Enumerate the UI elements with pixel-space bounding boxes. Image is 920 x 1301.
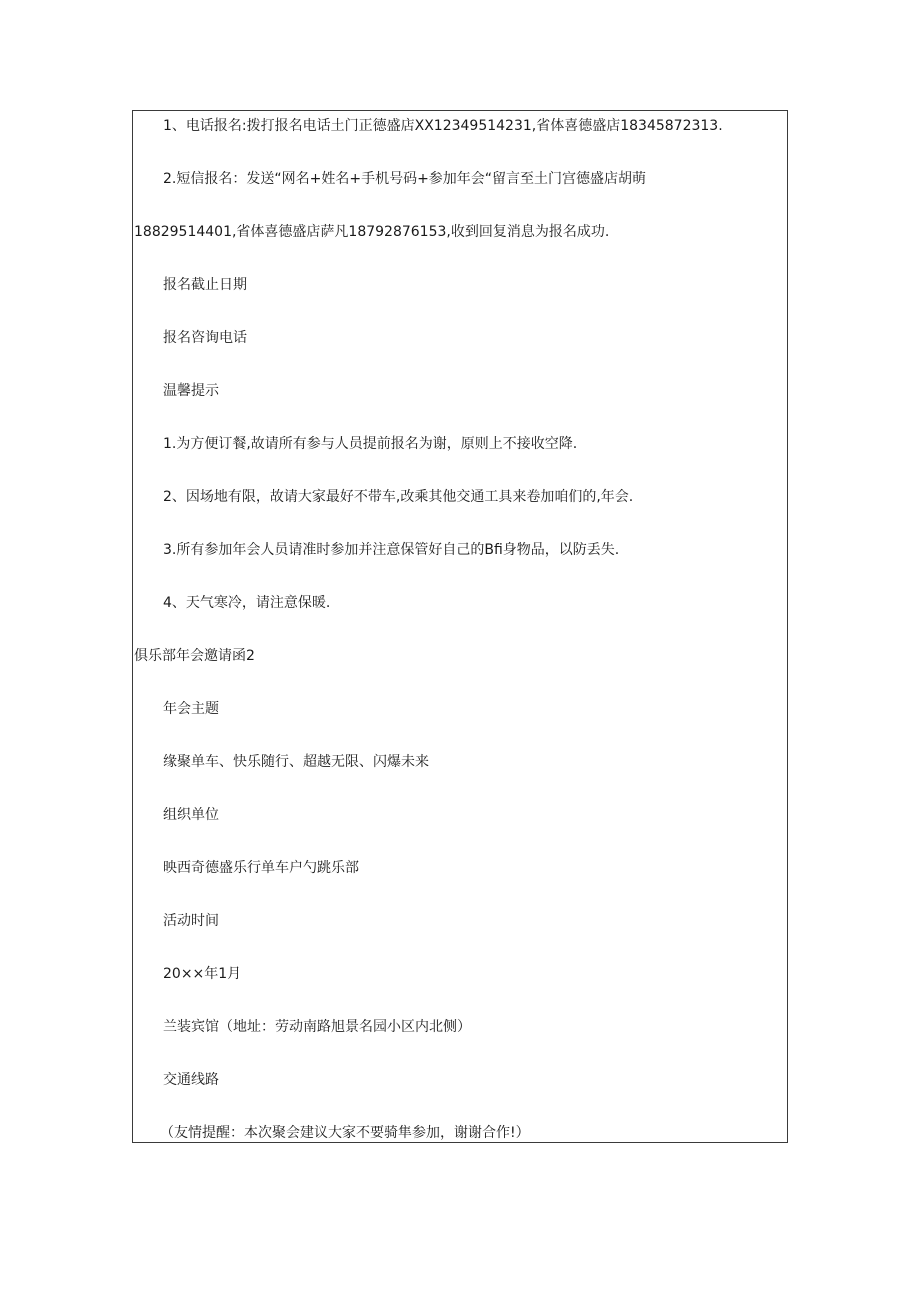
text-line-time: 20××年1月 xyxy=(163,966,242,982)
text-line-venue: 兰装宾馆（地址：劳动南路旭景名园小区内北侧） xyxy=(163,1019,471,1035)
text-line-sms-signup: 2.短信报名：发送“网名+姓名+手机号码+参加年会“留言至土门宫德盛店胡萌 xyxy=(163,171,647,187)
text-line-sms-signup-cont: 18829514401,省体喜德盛店萨凡18792876153,收到回复消息为报名成功. xyxy=(134,224,610,240)
text-line-tip-1: 1.为方便订餐,故请所有参与人员提前报名为谢，原则上不接收空降. xyxy=(163,436,578,452)
text-line-theme-heading: 年会主题 xyxy=(163,701,219,717)
text-line-tip-3: 3.所有参加年会人员请准时参加并注意保管好自己的Bfi身物品，以防丢失. xyxy=(163,542,620,558)
text-line-tips-heading: 温馨提示 xyxy=(163,383,219,399)
text-line-theme: 缘聚单车、快乐随行、超越无限、闪爆未来 xyxy=(163,754,429,770)
text-line-route-heading: 交通线路 xyxy=(163,1072,219,1088)
text-line-reminder: （友情提醒：本次聚会建议大家不要骑隼参加，谢谢合作!） xyxy=(160,1125,530,1141)
text-line-organizer: 映西奇德盛乐行单车户勺跳乐部 xyxy=(163,860,359,876)
text-line-time-heading: 活动时间 xyxy=(163,913,219,929)
text-line-phone-signup: 1、电话报名:拨打报名电话土门正德盛店XX12349514231,省体喜德盛店18345872313. xyxy=(163,118,723,134)
text-line-tip-4: 4、天气寒冷，请注意保暖. xyxy=(163,595,331,611)
text-line-section-title: 俱乐部年会邀请函2 xyxy=(134,648,255,664)
text-line-inquiry-phone: 报名咨询电话 xyxy=(163,330,247,346)
text-line-organizer-heading: 组织单位 xyxy=(163,807,219,823)
text-line-tip-2: 2、因场地有限，故请大家最好不带车,改乘其他交通工具来卷加咱们的,年会. xyxy=(163,489,634,505)
document-frame xyxy=(132,110,788,1143)
text-line-deadline: 报名截止日期 xyxy=(163,277,247,293)
